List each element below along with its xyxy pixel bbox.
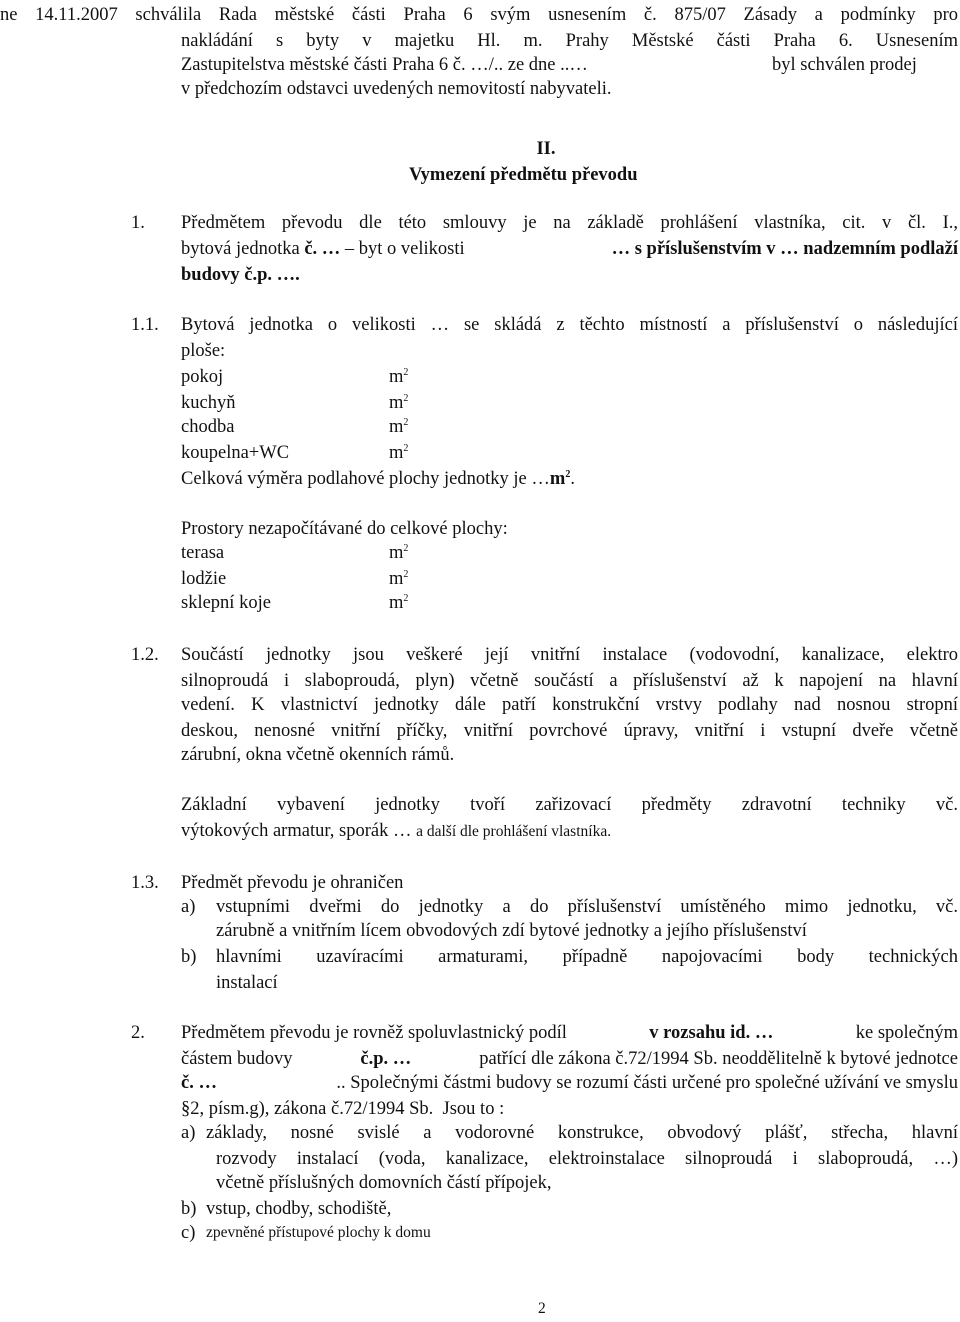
room-unit: $m^2$: [389, 417, 409, 437]
para-1-3-a-line-2: zárubně a vnitřním lícem obvodových zdí bytové jednotky a jejího příslušenství: [216, 921, 807, 941]
para-2-c-line-1: zpevněné přístupové plochy k domu: [206, 1224, 431, 1241]
para-2-number: 2.: [131, 1023, 145, 1043]
accessory-floor-text: … s příslušenstvím v … nadzemním podlaží: [611, 239, 958, 259]
size-text: – byt o velikosti: [344, 239, 470, 259]
excluded-name: lodžie: [181, 569, 227, 589]
unit-number-ref: č. …: [181, 1073, 217, 1093]
room-unit: $m^2$: [389, 443, 409, 463]
list-label-b: b): [181, 1199, 197, 1219]
para-2-line-1: [181, 1020, 958, 1046]
share-extent: v rozsahu id. …: [649, 1023, 774, 1043]
excluded-name: terasa: [181, 543, 225, 563]
para-2-a-line-1: základy, nosné svislé a vodorovné konstrukce, obvodový plášť, střecha, hlavní: [206, 1123, 958, 1143]
para-1-2-line-7: výtokových armatur, sporák … a další dle prohlášení vlastníka.: [181, 821, 612, 841]
para-1-3-number: 1.3.: [131, 873, 159, 893]
para-1-1-line-2: ploše:: [181, 341, 226, 361]
room-unit: $m^2$: [389, 367, 409, 387]
para-1-3-b-line-1: hlavními uzavíracími armaturami, případně napojovacími body technických: [216, 947, 958, 967]
intro-line-1: ne 14.11.2007 schválila Rada městské části Praha 6 svým usnesením č. 875/07 Zásady a podmínky pro: [0, 5, 958, 25]
para-2-line-2: [181, 1046, 958, 1072]
para-1-2-line-5: zárubní, okna včetně okenních rámů.: [181, 745, 455, 765]
para-1-3-a-line-1: vstupními dveřmi do jednotky a do příslušenství umístěného mimo jednotku, vč.: [216, 897, 958, 917]
para-1-2-line-2: silnoproudá i slaboproudá, plyn) včetně součástí a příslušenství až k napojení na hlavní: [181, 671, 958, 691]
intro-line-2: nakládání s byty v majetku Hl. m. Prahy Městské části Praha 6. Usnesením: [181, 31, 958, 51]
total-area-line: Celková výměra podlahové plochy jednotky je $\dots m^2$.: [181, 469, 575, 489]
para-1-2-line-1: Součástí jednotky jsou veškeré její vnitřní instalace (vodovodní, kanalizace, elektro: [181, 645, 958, 665]
excluded-unit: $m^2$: [389, 543, 409, 563]
unit-label: bytová jednotka: [181, 239, 305, 259]
excluded-unit: $m^2$: [389, 593, 409, 613]
para-1-number: 1.: [131, 213, 145, 233]
para-1-line-1: Předmětem převodu dle této smlouvy je na základě prohlášení vlastníka, cit. v čl. I.,: [181, 213, 958, 233]
list-label-b: b): [181, 947, 197, 967]
excluded-name: sklepní koje: [181, 593, 271, 613]
para-1-1-line-1: Bytová jednotka o velikosti … se skládá z těchto místností a příslušenství o následující: [181, 315, 958, 335]
list-label-c: c): [181, 1223, 196, 1243]
para-1-2-line-4: deskou, nenosné vnitřní příčky, vnitřní povrchové úpravy, vnitřní i vstupní dveře včetně: [181, 721, 958, 741]
intro-line-3b: byl schválen prodej: [772, 55, 917, 75]
para-1-2-line-3: vedení. K vlastnictví jednotky dále patří konstrukční vrstvy podlahy nad nosnou stropní: [181, 695, 958, 715]
share-text: Předmětem převodu je rovněž spoluvlastnický podíl: [181, 1023, 567, 1043]
para-1-2-line-6: Základní vybavení jednotky tvoří zařizovací předměty zdravotní techniky vč.: [181, 795, 958, 815]
excluded-unit: $m^2$: [389, 569, 409, 589]
building-parts-text: částem budovy: [181, 1049, 293, 1069]
room-name: kuchyň: [181, 393, 236, 413]
section-title: Vymezení předmětu převodu: [409, 165, 638, 185]
unit-number: č. …: [304, 239, 345, 259]
para-2-a-line-2: rozvody instalací (voda, kanalizace, elektroinstalace silnoproudá i slaboproudá, …): [216, 1149, 958, 1169]
para-1-1-number: 1.1.: [131, 315, 159, 335]
para-2-b-line-1: vstup, chodby, schodiště,: [206, 1199, 392, 1219]
para-2-line-3: [181, 1070, 958, 1096]
law-reference-text: patřící dle zákona č.72/1994 Sb. neoddělitelně k bytové jednotce: [479, 1049, 958, 1069]
excluded-title: Prostory nezapočítávané do celkové plochy:: [181, 519, 508, 539]
common-parts-text: ke společným: [855, 1023, 958, 1043]
para-1-3-b-line-2: instalací: [216, 973, 278, 993]
room-name: chodba: [181, 417, 235, 437]
room-name: pokoj: [181, 367, 224, 387]
para-1-line-3: budovy č.p. ….: [181, 265, 300, 285]
intro-line-3a: Zastupitelstva městské části Praha 6 č. …/.. ze dne ..…: [181, 55, 588, 75]
para-1-3-line-1: Předmět převodu je ohraničen: [181, 873, 404, 893]
para-1-2-number: 1.2.: [131, 645, 159, 665]
common-parts-definition: .. Společnými částmi budovy se rozumí části určené pro společné užívání ve smyslu: [336, 1073, 958, 1093]
para-2-line-4: §2, písm.g), zákona č.72/1994 Sb. Jsou to :: [181, 1099, 505, 1119]
room-unit: $m^2$: [389, 393, 409, 413]
page-number: 2: [538, 1300, 546, 1317]
room-name: koupelna+WC: [181, 443, 290, 463]
list-label-a: a): [181, 897, 196, 917]
section-roman-numeral: II.: [536, 139, 556, 159]
building-number: č.p. …: [360, 1049, 412, 1069]
para-1-line-2: [181, 236, 958, 262]
intro-line-4: v předchozím odstavci uvedených nemovitostí nabyvateli.: [181, 79, 612, 99]
list-label-a: a): [181, 1123, 196, 1143]
para-2-a-line-3: včetně příslušných domovních částí přípojek,: [216, 1173, 552, 1193]
